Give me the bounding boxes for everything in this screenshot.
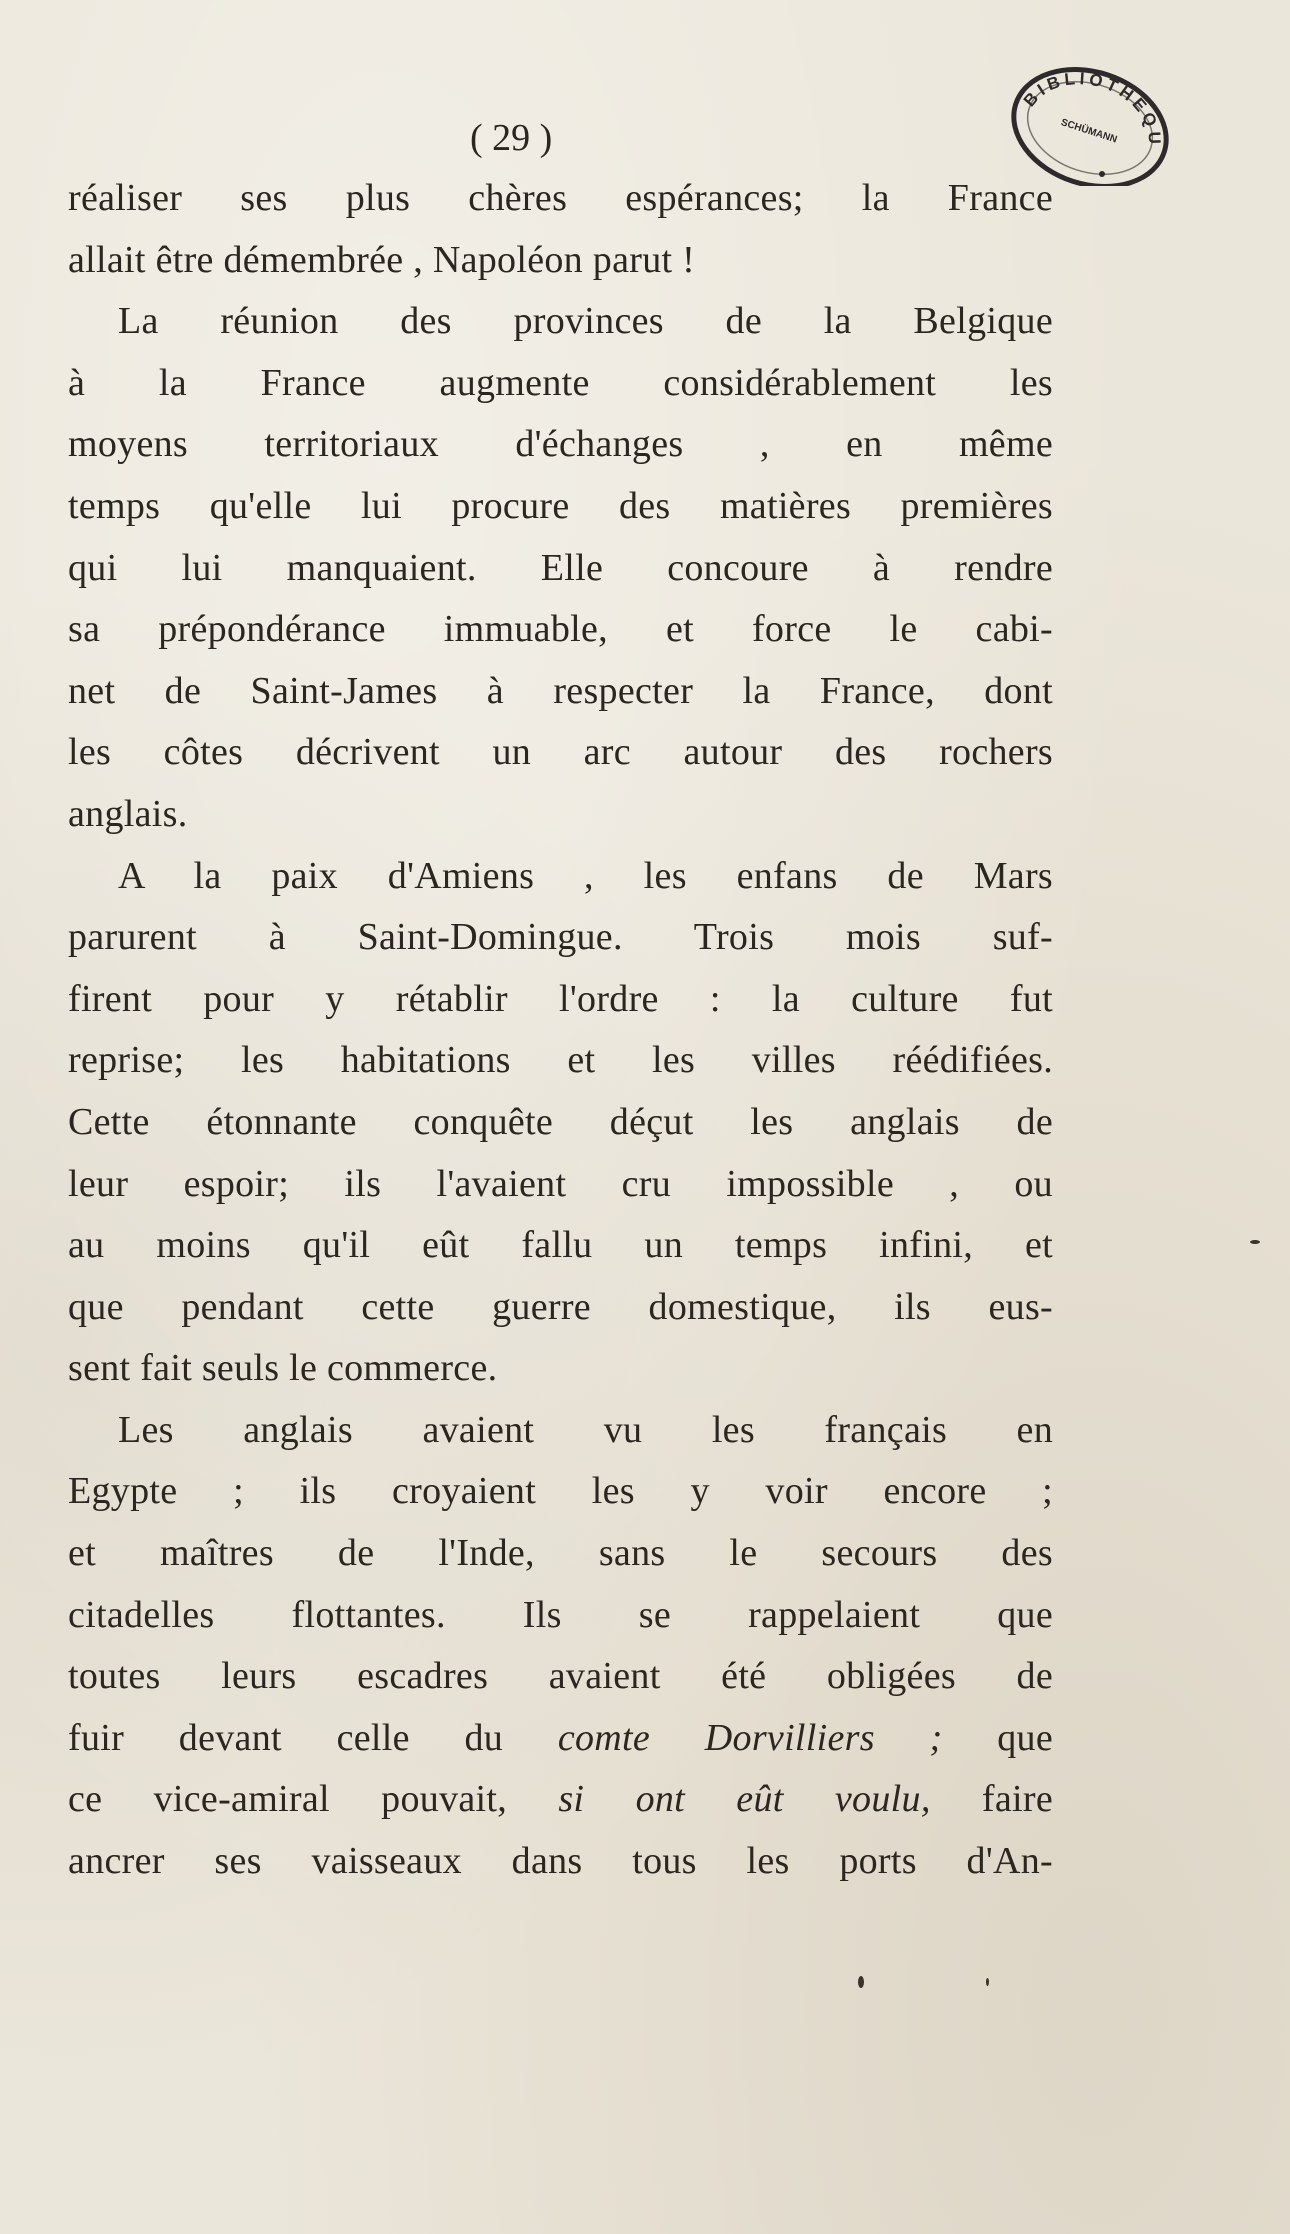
text-line: allait être démembrée , Napoléon parut ! (68, 238, 696, 281)
text-line: les côtes décrivent un arc autour des rochers (68, 731, 1053, 774)
text-segment: que (942, 1716, 1053, 1759)
text-segment: fuir devant celle du (68, 1716, 558, 1759)
stamp-inner-text: SCHÜMANN (1059, 117, 1119, 146)
text-line: leur espoir; ils l'avaient cru impossible , ou (68, 1162, 1053, 1205)
text-line: reprise; les habitations et les villes réédifiées. (68, 1039, 1053, 1082)
text-line: qui lui manquaient. Elle concoure à rendre (68, 546, 1053, 589)
ink-speck (986, 1978, 989, 1986)
text-line: citadelles flottantes. Ils se rappelaient que (68, 1593, 1053, 1636)
text-line: temps qu'elle lui procure des matières premières (68, 484, 1053, 527)
text-line: anglais. (68, 792, 188, 835)
ink-speck (1250, 1240, 1260, 1244)
library-stamp (1000, 56, 1180, 186)
text-line: moyens territoriaux d'échanges , en même (68, 423, 1053, 466)
paragraph-start: La réunion des provinces de la Belgique (118, 300, 1053, 343)
text-line: firent pour y rétablir l'ordre : la culture fut (68, 977, 1053, 1020)
page-body-text (68, 168, 1053, 1893)
text-line: réaliser ses plus chères espérances; la France (68, 177, 1053, 219)
text-line: que pendant cette guerre domestique, ils eus- (68, 1285, 1053, 1328)
text-segment: faire (930, 1778, 1053, 1821)
text-line: Cette étonnante conquête déçut les anglais de (68, 1100, 1053, 1143)
text-line: ancrer ses vaisseaux dans tous les ports d'An- (68, 1840, 1053, 1883)
text-line (68, 1708, 1053, 1770)
ink-speck (858, 1976, 864, 1988)
text-line: sa prépondérance immuable, et force le cabi- (68, 608, 1053, 651)
text-line: au moins qu'il eût fallu un temps infini, et (68, 1224, 1053, 1267)
text-line: sent fait seuls le commerce. (68, 1347, 498, 1390)
text-line (68, 1769, 1053, 1831)
text-line: et maîtres de l'Inde, sans le secours des (68, 1532, 1053, 1575)
paragraph-start: Les anglais avaient vu les français en (118, 1408, 1053, 1451)
page-number: ( 29 ) (470, 117, 553, 159)
text-line: net de Saint-James à respecter la France, dont (68, 669, 1053, 712)
italic-phrase: si ont eût voulu, (558, 1778, 931, 1821)
text-line: à la France augmente considérablement les (68, 361, 1053, 404)
paragraph-start: A la paix d'Amiens , les enfans de Mars (118, 854, 1053, 897)
text-segment: ce vice-amiral pouvait, (68, 1778, 559, 1821)
stamp-text: BIBLIOTHÈQUE (1019, 68, 1165, 149)
text-line: Egypte ; ils croyaient les y voir encore ; (68, 1470, 1053, 1513)
text-line: parurent à Saint-Domingue. Trois mois suf- (68, 916, 1053, 959)
text-line: toutes leurs escadres avaient été obligées de (68, 1655, 1053, 1698)
italic-name: comte Dorvilliers ; (557, 1716, 943, 1759)
